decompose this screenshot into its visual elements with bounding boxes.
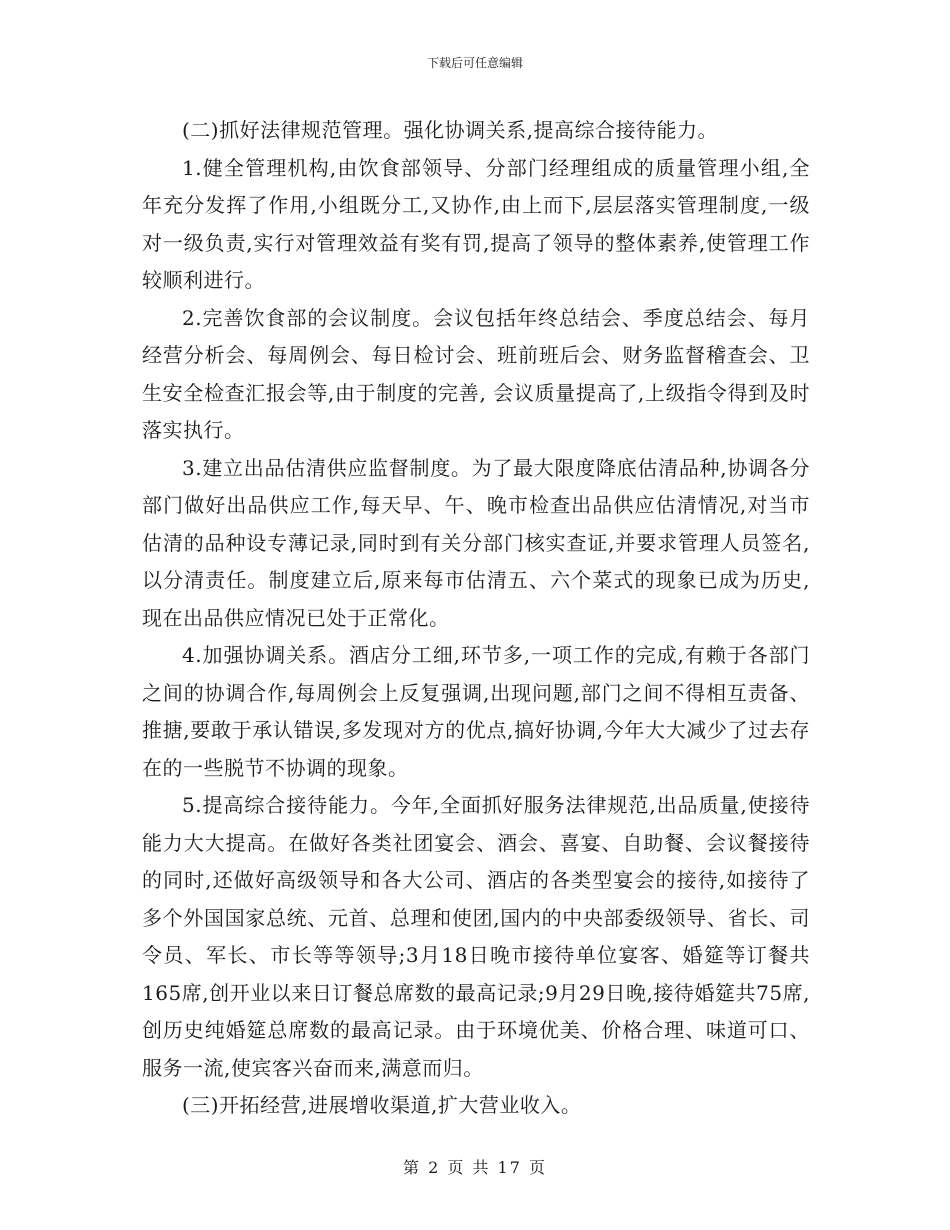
paragraph-section-3-heading: (三)开拓经营,进展增收渠道,扩大营业收入。	[182, 1093, 582, 1117]
paragraph-section-2-heading: (二)抓好法律规范管理。强化协调关系,提高综合接待能力。	[182, 118, 718, 142]
paragraph-item-3: 3.建立出品估清供应监督制度。为了最大限度降底估清品种,协调各分部门做好出品供应工作,每天早、午、晚市检查出品供应估清情况,对当市估清的品种设专薄记录,同时到有关分部门核实查证,并要求管理人员签名,以分清责任。制度建立后,原来每市估清五、六个菜式的现象已成为历史,现在出品供应情况已处于正常化。	[142, 455, 810, 630]
document-body	[142, 112, 810, 1125]
page-footer: 第 2 页 共 17 页	[403, 1158, 547, 1177]
paragraph-item-4: 4.加强协调关系。酒店分工细,环节多,一项工作的完成,有赖于各部门之间的协调合作,每周例会上反复强调,出现问题,部门之间不得相互责备、推搪,要敢于承认错误,多发现对方的优点,搞好协调,今年大大减少了过去存在的一些脱节不协调的现象。	[142, 643, 810, 780]
paragraph-item-5: 5.提高综合接待能力。今年,全面抓好服务法律规范,出品质量,使接待能力大大提高。在做好各类社团宴会、酒会、喜宴、自助餐、会议餐接待的同时,还做好高级领导和各大公司、酒店的各类型宴会的接待,如接待了多个外国国家总统、元首、总理和使团,国内的中央部委级领导、省长、司令员、军长、市长等等领导;3月18日晚市接待单位宴客、婚筵等订餐共165席,创开业以来日订餐总席数的最高记录;9月29日晚,接待婚筵共75席,创历史纯婚筵总席数的最高记录。由于环境优美、价格合理、味道可口、服务一流,使宾客兴奋而来,满意而归。	[142, 793, 810, 1080]
paragraph-item-1: 1.健全管理机构,由饮食部领导、分部门经理组成的质量管理小组,全年充分发挥了作用,小组既分工,又协作,由上而下,层层落实管理制度,一级对一级负责,实行对管理效益有奖有罚,提高了领导的整体素养,使管理工作较顺利进行。	[142, 155, 810, 292]
paragraph-item-2: 2.完善饮食部的会议制度。会议包括年终总结会、季度总结会、每月经营分析会、每周例会、每日检讨会、班前班后会、财务监督稽查会、卫生安全检查汇报会等,由于制度的完善, 会议质量提高了,上级指令得到及时落实执行。	[142, 305, 810, 442]
page-header: 下载后可任意编辑	[426, 56, 523, 70]
